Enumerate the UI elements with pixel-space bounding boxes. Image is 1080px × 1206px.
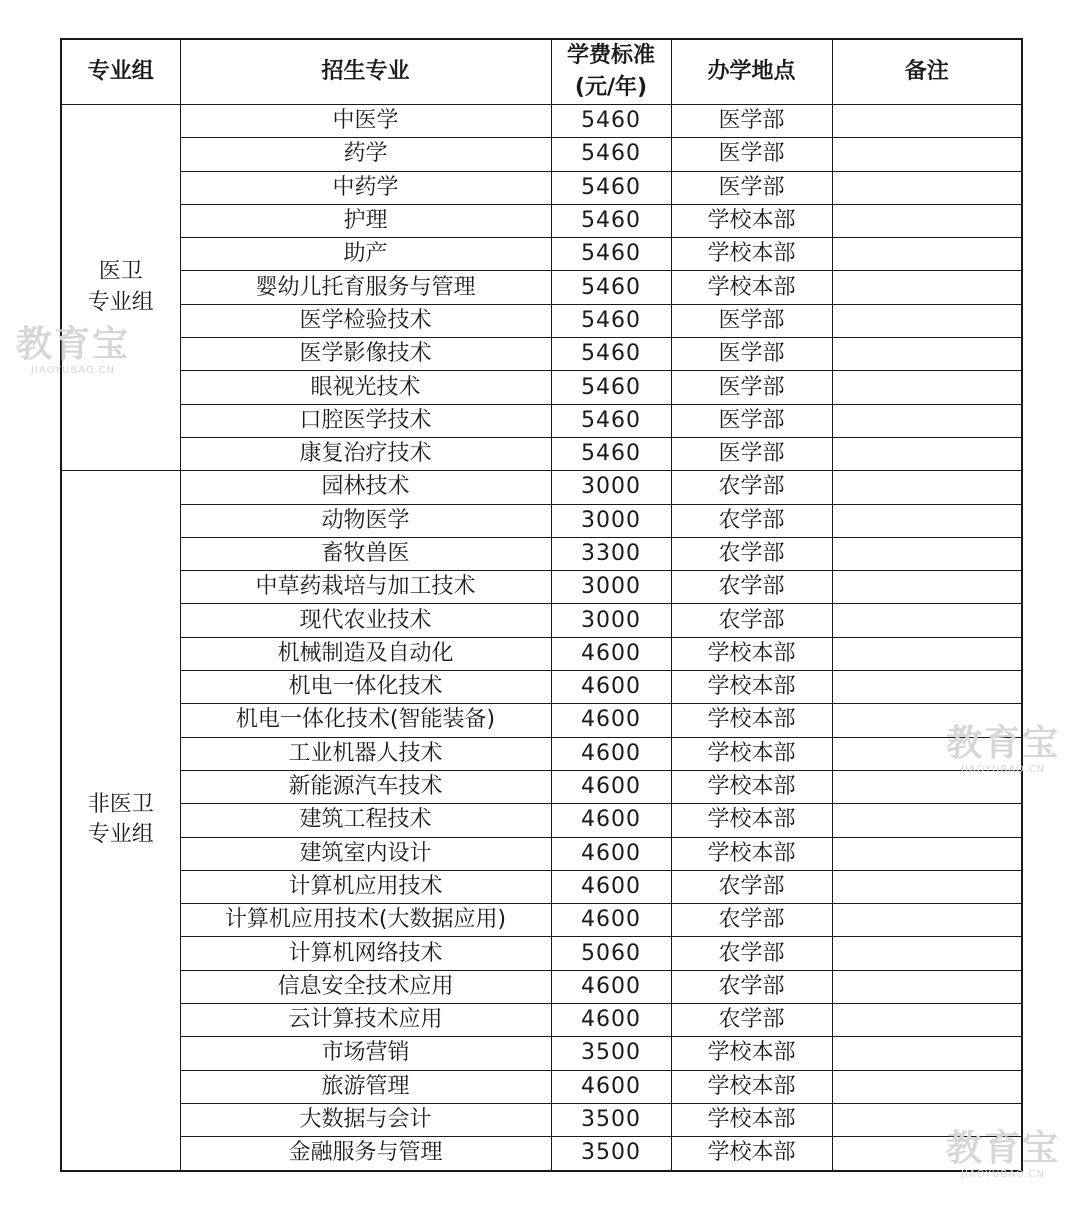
location-cell: 农学部 — [671, 870, 832, 903]
remark-cell — [832, 371, 1022, 404]
table-row — [61, 404, 1022, 437]
fee-cell: 4600 — [551, 804, 671, 837]
remark-cell — [832, 837, 1022, 870]
table-row — [61, 837, 1022, 870]
fee-cell: 4600 — [551, 1070, 671, 1103]
location-cell: 学校本部 — [671, 837, 832, 870]
remark-cell — [832, 770, 1022, 803]
remark-cell — [832, 238, 1022, 271]
table-row — [61, 204, 1022, 237]
fee-cell: 5460 — [551, 171, 671, 204]
header-fee-line1: 学费标准 — [566, 43, 655, 69]
table-row — [61, 1004, 1022, 1037]
location-cell: 农学部 — [671, 904, 832, 937]
location-cell: 医学部 — [671, 304, 832, 337]
table-row — [61, 304, 1022, 337]
fee-cell: 5460 — [551, 371, 671, 404]
table-row — [61, 1037, 1022, 1070]
major-cell: 计算机网络技术 — [180, 937, 551, 970]
table-row — [61, 637, 1022, 670]
remark-cell — [832, 304, 1022, 337]
fee-cell: 5060 — [551, 937, 671, 970]
fee-cell: 5460 — [551, 105, 671, 138]
location-cell: 学校本部 — [671, 804, 832, 837]
table-row — [61, 904, 1022, 937]
major-cell: 旅游管理 — [180, 1070, 551, 1103]
major-cell: 口腔医学技术 — [180, 404, 551, 437]
location-cell: 农学部 — [671, 571, 832, 604]
major-cell: 畜牧兽医 — [180, 537, 551, 570]
fee-cell: 5460 — [551, 338, 671, 371]
location-cell: 学校本部 — [671, 1070, 832, 1103]
location-cell: 医学部 — [671, 105, 832, 138]
major-cell: 信息安全技术应用 — [180, 970, 551, 1003]
location-cell: 医学部 — [671, 138, 832, 171]
major-cell: 现代农业技术 — [180, 604, 551, 637]
table-row — [61, 504, 1022, 537]
header-fee-line2: (元/年) — [574, 75, 648, 100]
header-location: 办学地点 — [671, 39, 832, 105]
remark-cell — [832, 1103, 1022, 1136]
major-cell: 康复治疗技术 — [180, 437, 551, 470]
location-cell: 农学部 — [671, 471, 832, 504]
fee-cell: 4600 — [551, 970, 671, 1003]
fee-cell: 5460 — [551, 271, 671, 304]
table-header — [61, 39, 1022, 105]
major-cell: 机械制造及自动化 — [180, 637, 551, 670]
remark-cell — [832, 671, 1022, 704]
table-row — [61, 371, 1022, 404]
fee-cell: 5460 — [551, 304, 671, 337]
fee-cell: 3300 — [551, 537, 671, 570]
location-cell: 学校本部 — [671, 671, 832, 704]
group-name-line2: 专业组 — [87, 289, 154, 315]
location-cell: 学校本部 — [671, 1137, 832, 1171]
fee-cell: 3500 — [551, 1137, 671, 1171]
remark-cell — [832, 471, 1022, 504]
table-row — [61, 1070, 1022, 1103]
table-row — [61, 604, 1022, 637]
major-cell: 机电一体化技术(智能装备) — [180, 704, 551, 737]
remark-cell — [832, 970, 1022, 1003]
watermark-subtext: JIAOYUBAO.CN — [31, 365, 115, 376]
remark-cell — [832, 1137, 1022, 1171]
location-cell: 学校本部 — [671, 238, 832, 271]
table-row — [61, 105, 1022, 138]
remark-cell — [832, 171, 1022, 204]
group-name-line2: 专业组 — [87, 822, 154, 848]
table-row — [61, 271, 1022, 304]
fee-cell: 3500 — [551, 1037, 671, 1070]
major-cell: 建筑工程技术 — [180, 804, 551, 837]
location-cell: 学校本部 — [671, 1037, 832, 1070]
fee-cell: 4600 — [551, 904, 671, 937]
watermark-subtext: JIAOYUBAO.CN — [961, 764, 1045, 775]
fee-cell: 3000 — [551, 471, 671, 504]
remark-cell — [832, 704, 1022, 737]
table-row — [61, 970, 1022, 1003]
remark-cell — [832, 571, 1022, 604]
major-cell: 护理 — [180, 204, 551, 237]
table-row — [61, 338, 1022, 371]
table-row — [61, 737, 1022, 770]
location-cell: 农学部 — [671, 937, 832, 970]
group-name-line1: 非医卫 — [87, 791, 154, 817]
remark-cell — [832, 637, 1022, 670]
group-cell — [61, 105, 180, 471]
location-cell: 医学部 — [671, 371, 832, 404]
major-cell: 新能源汽车技术 — [180, 770, 551, 803]
fee-cell: 5460 — [551, 238, 671, 271]
major-cell: 计算机应用技术 — [180, 870, 551, 903]
location-cell: 农学部 — [671, 604, 832, 637]
remark-cell — [832, 437, 1022, 470]
location-cell: 学校本部 — [671, 204, 832, 237]
remark-cell — [832, 504, 1022, 537]
location-cell: 学校本部 — [671, 704, 832, 737]
major-cell: 市场营销 — [180, 1037, 551, 1070]
table-row — [61, 770, 1022, 803]
table-row — [61, 671, 1022, 704]
major-cell: 建筑室内设计 — [180, 837, 551, 870]
table-row — [61, 1103, 1022, 1136]
table-row — [61, 571, 1022, 604]
location-cell: 农学部 — [671, 504, 832, 537]
major-cell: 眼视光技术 — [180, 371, 551, 404]
remark-cell — [832, 604, 1022, 637]
major-cell: 计算机应用技术(大数据应用) — [180, 904, 551, 937]
remark-cell — [832, 1004, 1022, 1037]
watermark-subtext: JIAOYUBAO.CN — [961, 1169, 1045, 1180]
major-cell: 中医学 — [180, 105, 551, 138]
location-cell: 农学部 — [671, 970, 832, 1003]
header-major: 招生专业 — [180, 39, 551, 105]
major-cell: 动物医学 — [180, 504, 551, 537]
major-cell: 婴幼儿托育服务与管理 — [180, 271, 551, 304]
location-cell: 学校本部 — [671, 770, 832, 803]
table-row — [61, 437, 1022, 470]
table-row — [61, 870, 1022, 903]
table-body — [61, 105, 1022, 1171]
remark-cell — [832, 138, 1022, 171]
remark-cell — [832, 537, 1022, 570]
major-cell: 医学影像技术 — [180, 338, 551, 371]
group-name-line1: 医卫 — [98, 258, 143, 284]
remark-cell — [832, 338, 1022, 371]
watermark-text: 教育宝 — [946, 723, 1061, 764]
table-row — [61, 1137, 1022, 1171]
major-cell: 工业机器人技术 — [180, 737, 551, 770]
fee-cell: 3000 — [551, 604, 671, 637]
remark-cell — [832, 404, 1022, 437]
header-row — [61, 39, 1022, 105]
table-row — [61, 471, 1022, 504]
location-cell: 农学部 — [671, 537, 832, 570]
watermark-text: 教育宝 — [16, 324, 131, 365]
remark-cell — [832, 105, 1022, 138]
header-remark: 备注 — [832, 39, 1022, 105]
table-row — [61, 537, 1022, 570]
fee-cell: 5460 — [551, 437, 671, 470]
location-cell: 学校本部 — [671, 737, 832, 770]
table-row — [61, 804, 1022, 837]
remark-cell — [832, 204, 1022, 237]
major-cell: 机电一体化技术 — [180, 671, 551, 704]
watermark-text: 教育宝 — [946, 1128, 1061, 1169]
remark-cell — [832, 904, 1022, 937]
group-cell — [61, 471, 180, 1171]
header-group: 专业组 — [61, 39, 180, 105]
fee-cell: 4600 — [551, 1004, 671, 1037]
location-cell: 学校本部 — [671, 637, 832, 670]
major-cell: 医学检验技术 — [180, 304, 551, 337]
major-cell: 药学 — [180, 138, 551, 171]
location-cell: 医学部 — [671, 437, 832, 470]
fee-cell: 5460 — [551, 204, 671, 237]
location-cell: 医学部 — [671, 171, 832, 204]
table-row — [61, 937, 1022, 970]
fee-cell: 4600 — [551, 704, 671, 737]
location-cell: 学校本部 — [671, 271, 832, 304]
fee-cell: 5460 — [551, 138, 671, 171]
table-row — [61, 138, 1022, 171]
fee-cell: 3500 — [551, 1103, 671, 1136]
fee-cell: 4600 — [551, 870, 671, 903]
table-row — [61, 238, 1022, 271]
table-row — [61, 171, 1022, 204]
tuition-table — [60, 38, 1023, 1172]
location-cell: 农学部 — [671, 1004, 832, 1037]
fee-cell: 3000 — [551, 504, 671, 537]
header-fee — [551, 39, 671, 105]
location-cell: 医学部 — [671, 338, 832, 371]
fee-cell: 3000 — [551, 571, 671, 604]
major-cell: 中药学 — [180, 171, 551, 204]
major-cell: 云计算技术应用 — [180, 1004, 551, 1037]
remark-cell — [832, 1070, 1022, 1103]
major-cell: 金融服务与管理 — [180, 1137, 551, 1171]
fee-cell: 4600 — [551, 671, 671, 704]
location-cell: 医学部 — [671, 404, 832, 437]
fee-cell: 4600 — [551, 637, 671, 670]
remark-cell — [832, 737, 1022, 770]
remark-cell — [832, 937, 1022, 970]
remark-cell — [832, 1037, 1022, 1070]
fee-cell: 4600 — [551, 837, 671, 870]
location-cell: 学校本部 — [671, 1103, 832, 1136]
remark-cell — [832, 804, 1022, 837]
major-cell: 园林技术 — [180, 471, 551, 504]
remark-cell — [832, 271, 1022, 304]
fee-cell: 5460 — [551, 404, 671, 437]
major-cell: 助产 — [180, 238, 551, 271]
table-row — [61, 704, 1022, 737]
major-cell: 中草药栽培与加工技术 — [180, 571, 551, 604]
major-cell: 大数据与会计 — [180, 1103, 551, 1136]
fee-cell: 4600 — [551, 770, 671, 803]
fee-cell: 4600 — [551, 737, 671, 770]
remark-cell — [832, 870, 1022, 903]
